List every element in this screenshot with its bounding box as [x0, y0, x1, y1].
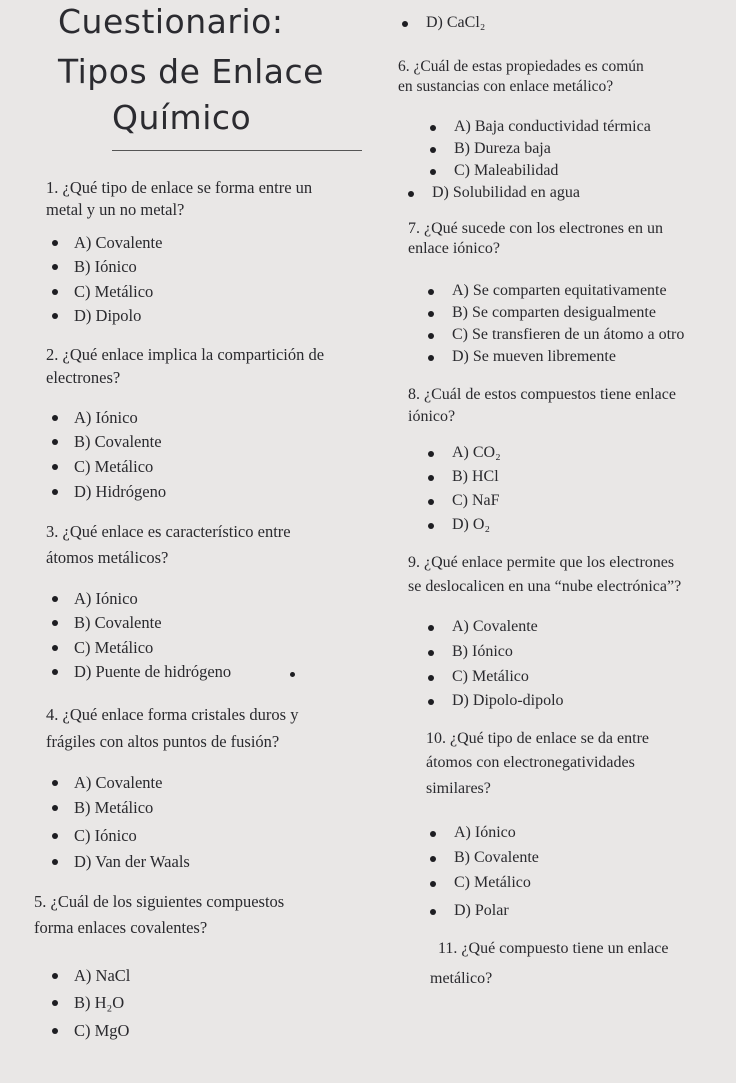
- question-10-option-b[interactable]: B) Covalente: [430, 849, 539, 867]
- page-title-line-2: Químico: [112, 98, 252, 137]
- question-6-option-b[interactable]: B) Dureza baja: [430, 140, 551, 158]
- question-1-option-d[interactable]: D) Dipolo: [52, 306, 141, 326]
- question-4-line-1: 4. ¿Qué enlace forma cristales duros y: [46, 705, 299, 724]
- question-6-line-1: 6. ¿Cuál de estas propiedades es común: [398, 58, 644, 75]
- question-7-option-c[interactable]: C) Se transfieren de un átomo a otro: [428, 326, 684, 344]
- question-10-line-1: 10. ¿Qué tipo de enlace se da entre: [426, 730, 650, 747]
- question-4-option-a[interactable]: A) Covalente: [52, 773, 162, 793]
- title-underline: [112, 150, 362, 151]
- worksheet-label: Cuestionario:: [58, 2, 284, 41]
- question-1-line-2: metal y un no metal?: [46, 200, 185, 219]
- question-7-option-a[interactable]: A) Se comparten equitativamente: [428, 282, 667, 300]
- question-2-option-a[interactable]: A) Iónico: [52, 408, 138, 428]
- question-11-line-2: metálico?: [430, 970, 493, 987]
- question-6-option-a[interactable]: A) Baja conductividad térmica: [430, 118, 651, 136]
- question-9-option-d[interactable]: D) Dipolo-dipolo: [428, 692, 564, 710]
- question-11-line-1: 11. ¿Qué compuesto tiene un enlace: [438, 940, 669, 957]
- question-4-option-c[interactable]: C) Iónico: [52, 826, 137, 846]
- question-1-option-b[interactable]: B) Iónico: [52, 257, 137, 277]
- question-4-line-2: frágiles con altos puntos de fusión?: [46, 732, 280, 751]
- question-5-option-b[interactable]: B) H₂O: [52, 993, 124, 1013]
- question-10-line-2: átomos con electronegatividades: [426, 754, 635, 771]
- question-7-option-b[interactable]: B) Se comparten desigualmente: [428, 304, 656, 322]
- question-3-option-b[interactable]: B) Covalente: [52, 613, 162, 633]
- question-4-option-b[interactable]: B) Metálico: [52, 798, 153, 818]
- question-6-option-c[interactable]: C) Maleabilidad: [430, 162, 558, 180]
- question-5-option-a[interactable]: A) NaCl: [52, 966, 130, 986]
- question-8-option-a[interactable]: A) CO₂: [428, 444, 501, 462]
- question-9-option-b[interactable]: B) Iónico: [428, 643, 513, 661]
- question-10-option-a[interactable]: A) Iónico: [430, 824, 516, 842]
- stray-mark: [290, 672, 295, 677]
- question-9-option-c[interactable]: C) Metálico: [428, 668, 529, 686]
- question-3-line-2: átomos metálicos?: [46, 548, 169, 567]
- question-8-line-2: iónico?: [408, 408, 456, 425]
- question-5-line-1: 5. ¿Cuál de los siguientes compuestos: [34, 892, 285, 911]
- question-8-option-d[interactable]: D) O₂: [428, 516, 490, 534]
- question-2-line-2: electrones?: [46, 368, 121, 387]
- question-1-line-1: 1. ¿Qué tipo de enlace se forma entre un: [46, 178, 313, 197]
- question-5-option-d[interactable]: D) CaCl₂: [402, 14, 485, 32]
- question-2-line-1: 2. ¿Qué enlace implica la compartición de: [46, 345, 325, 364]
- question-4-option-d[interactable]: D) Van der Waals: [52, 852, 190, 872]
- question-3-option-a[interactable]: A) Iónico: [52, 589, 138, 609]
- question-10-option-d[interactable]: D) Polar: [430, 902, 509, 920]
- question-3-line-1: 3. ¿Qué enlace es característico entre: [46, 522, 291, 541]
- question-2-option-c[interactable]: C) Metálico: [52, 457, 153, 477]
- question-10-option-c[interactable]: C) Metálico: [430, 874, 531, 892]
- question-9-option-a[interactable]: A) Covalente: [428, 618, 538, 636]
- question-8-option-c[interactable]: C) NaF: [428, 492, 500, 510]
- question-6-line-2: en sustancias con enlace metálico?: [398, 78, 614, 95]
- question-5-line-2: forma enlaces covalentes?: [34, 918, 208, 937]
- question-7-line-1: 7. ¿Qué sucede con los electrones en un: [408, 220, 664, 237]
- question-10-line-3: similares?: [426, 780, 491, 797]
- question-6-option-d[interactable]: D) Solubilidad en agua: [408, 184, 580, 202]
- question-8-line-1: 8. ¿Cuál de estos compuestos tiene enlace: [408, 386, 676, 403]
- question-1-option-a[interactable]: A) Covalente: [52, 233, 162, 253]
- question-7-line-2: enlace iónico?: [408, 240, 500, 257]
- question-2-option-b[interactable]: B) Covalente: [52, 432, 162, 452]
- question-3-option-d[interactable]: D) Puente de hidrógeno: [52, 662, 231, 682]
- question-7-option-d[interactable]: D) Se mueven libremente: [428, 348, 616, 366]
- question-8-option-b[interactable]: B) HCl: [428, 468, 499, 486]
- question-1-option-c[interactable]: C) Metálico: [52, 282, 153, 302]
- page-title-line-1: Tipos de Enlace: [58, 52, 324, 91]
- question-9-line-1: 9. ¿Qué enlace permite que los electrones: [408, 554, 675, 571]
- question-9-line-2: se deslocalicen en una “nube electrónica”?: [408, 578, 682, 595]
- question-2-option-d[interactable]: D) Hidrógeno: [52, 482, 166, 502]
- question-5-option-c[interactable]: C) MgO: [52, 1021, 129, 1041]
- question-3-option-c[interactable]: C) Metálico: [52, 638, 153, 658]
